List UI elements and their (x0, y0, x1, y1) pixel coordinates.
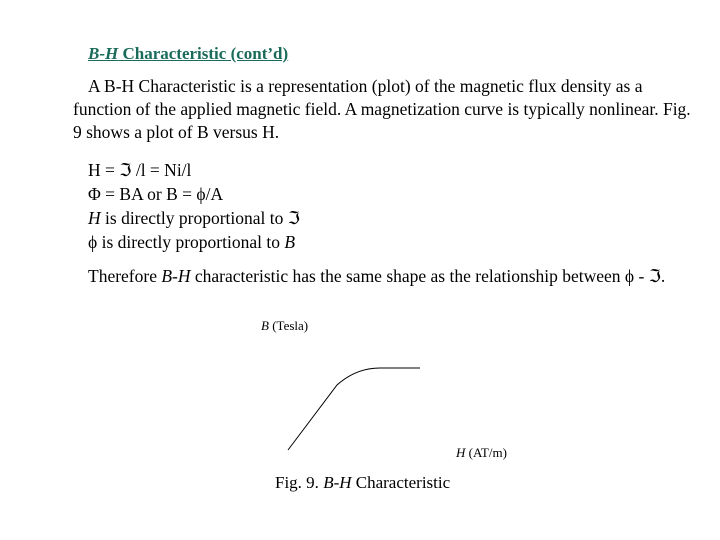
x-axis-label-italic: H (456, 445, 466, 460)
y-axis-label-rest: (Tesla) (268, 318, 309, 333)
eq4-italic: B (284, 232, 296, 252)
conclusion-post: characteristic has the same shape as the relationship between ϕ - ℑ. (190, 266, 666, 286)
conclusion-pre: Therefore (88, 266, 162, 286)
intro-text: A B-H Characteristic is a representation (plot) of the magnetic flux density as a function of the applied magnetic field. A magnetization curve is typically nonlinear. Fig. 9 shows a plot of B versus H. (73, 76, 691, 142)
equation-flux: Φ = BA or B = ϕ/A (88, 184, 224, 204)
y-axis-label-italic: B (261, 318, 269, 333)
title-italic: B-H (88, 44, 119, 63)
eq4-start: ϕ is directly proportional to (88, 232, 285, 252)
title-text: Characteristic (cont’d) (118, 44, 289, 63)
x-axis-label (456, 445, 507, 461)
caption-italic: B-H (323, 473, 352, 492)
x-axis-label-rest: (AT/m) (465, 445, 507, 460)
equation-mmf: H = ℑ /l = Ni/l (88, 160, 192, 180)
caption-post: Characteristic (351, 473, 451, 492)
bh-curve (288, 368, 420, 450)
conclusion-italic: B-H (161, 266, 191, 286)
figure-caption (275, 473, 450, 493)
caption-pre: Fig. 9. (275, 473, 324, 492)
eq3-italic: H (88, 208, 101, 228)
eq3-rest: is directly proportional to ℑ (100, 208, 300, 228)
